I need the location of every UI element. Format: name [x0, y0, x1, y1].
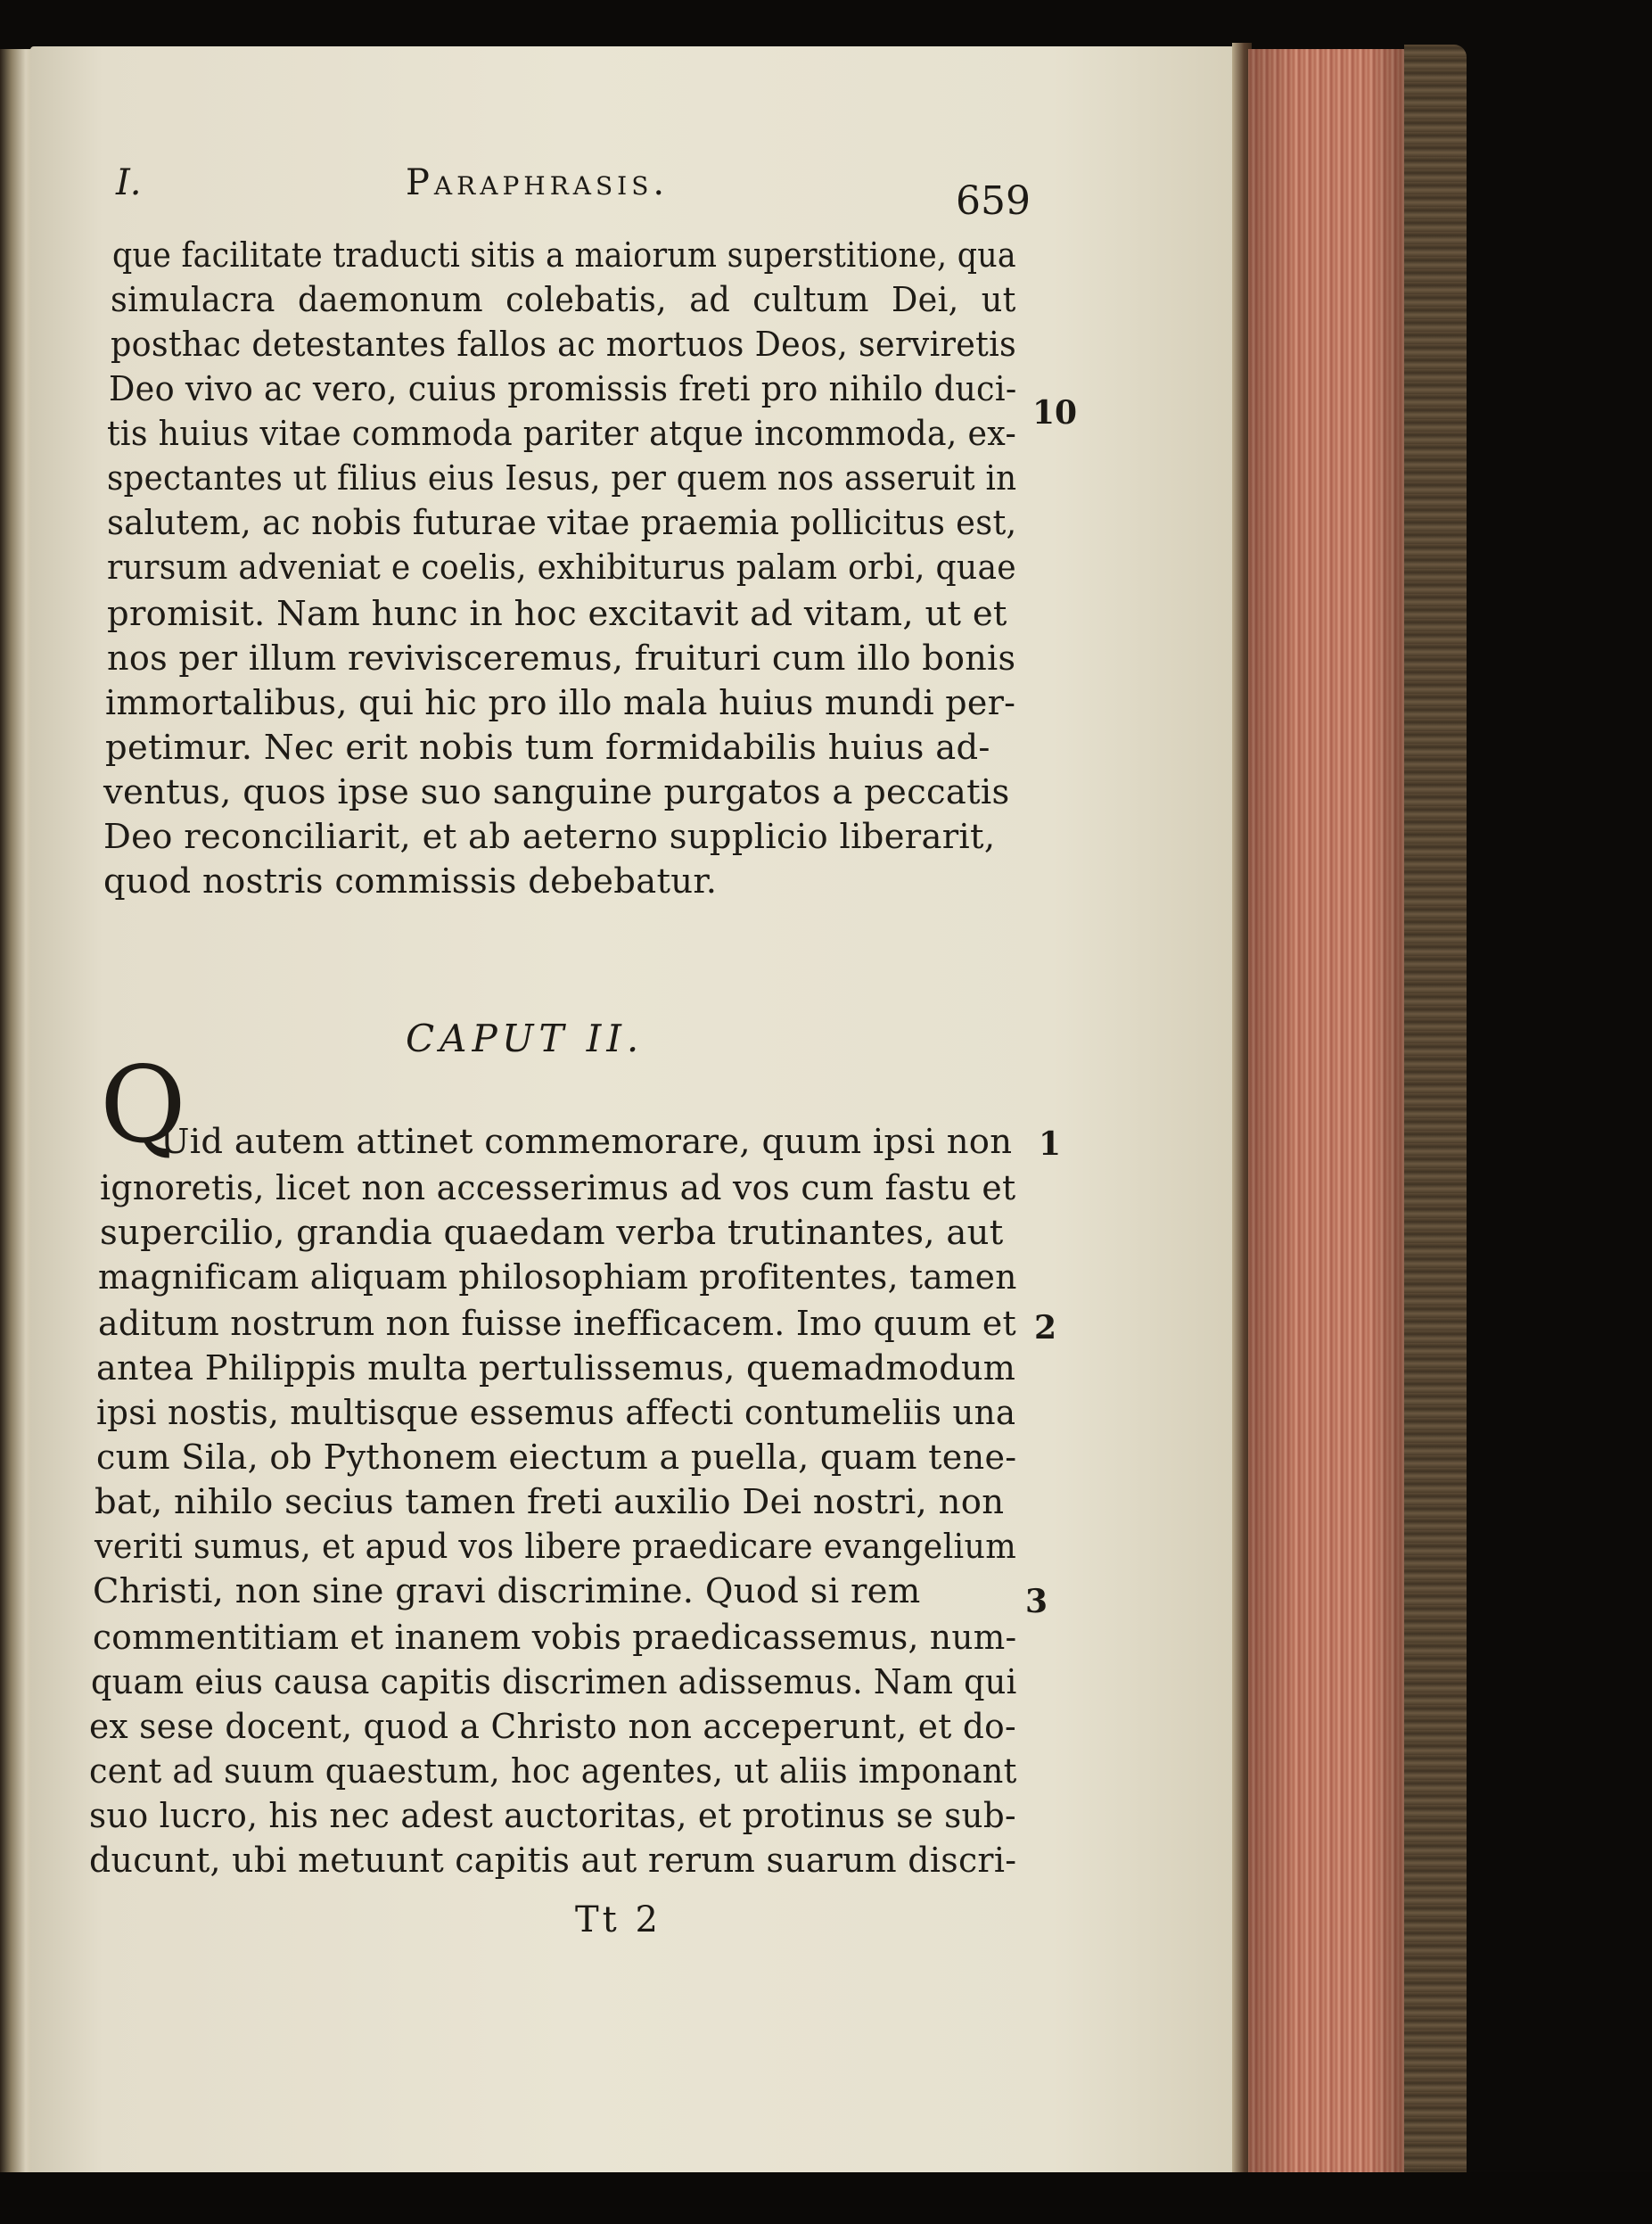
text-line: immortalibus, qui hic pro illo mala huius mundi per-: [105, 683, 1016, 723]
section-mark: I.: [116, 162, 142, 203]
text-line: cum Sila, ob Pythonem eiectum a puella, quam tene-: [96, 1437, 1017, 1478]
text-line: ventus, quos ipse suo sanguine purgatos a peccatis: [103, 772, 1010, 812]
fore-edge-shading: [1248, 49, 1409, 2194]
page-number: 659: [956, 178, 1031, 224]
text-line: antea Philippis multa pertulissemus, quemadmodum: [96, 1348, 1016, 1388]
text-line: suo lucro, his nec adest auctoritas, et protinus se sub-: [89, 1796, 1016, 1836]
text-line: tis huius vitae commoda pariter atque incommoda, ex-: [107, 414, 1017, 454]
margin-line-number: 10: [1032, 394, 1078, 432]
text-line: salutem, ac nobis futurae vitae praemia pollicitus est,: [107, 503, 1017, 543]
text-line: ducunt, ubi metuunt capitis aut rerum suarum discri-: [89, 1841, 1017, 1881]
text-line: veriti sumus, et apud vos libere praedicare evangelium: [95, 1527, 1017, 1567]
text-line: Christi, non sine gravi discrimine. Quod si rem: [93, 1571, 921, 1611]
text-line: bat, nihilo secius tamen freti auxilio Dei nostri, non: [95, 1482, 1005, 1522]
text-line: Deo vivo ac vero, cuius promissis freti pro nihilo duci-: [109, 369, 1017, 409]
margin-verse-number: 1: [1039, 1125, 1062, 1163]
text-line: commentitiam et inanem vobis praedicassemus, num-: [93, 1618, 1017, 1658]
text-line: quod nostris commissis debebatur.: [103, 861, 718, 902]
text-line: Uid autem attinet commemorare, quum ipsi non: [160, 1122, 1013, 1162]
running-title: Paraphrasis.: [406, 162, 670, 203]
drop-cap: Q: [100, 1043, 186, 1166]
text-line: Deo reconciliarit, et ab aeterno supplicio liberarit,: [103, 817, 996, 857]
text-line: ignoretis, licet non accesserimus ad vos cum fastu et: [100, 1168, 1016, 1208]
text-line: simulacra daemonum colebatis, ad cultum Dei, ut: [111, 280, 1016, 320]
left-page-edge: [0, 49, 32, 2176]
text-line: ex sese docent, quod a Christo non acceperunt, et do-: [89, 1707, 1017, 1747]
text-line: petimur. Nec erit nobis tum formidabilis huius ad-: [105, 728, 990, 768]
margin-verse-number: 3: [1025, 1583, 1048, 1620]
background: [0, 2172, 1652, 2224]
text-line: spectantes ut filius eius Iesus, per quem nos asseruit in: [107, 458, 1017, 498]
text-line: ipsi nostis, multisque essemus affecti contumeliis una: [96, 1393, 1016, 1433]
text-line: magnificam aliquam philosophiam profitentes, tamen: [98, 1257, 1017, 1297]
text-line: aditum nostrum non fuisse inefficacem. Imo quum et: [98, 1304, 1017, 1344]
text-line: promisit. Nam hunc in hoc excitavit ad vitam, ut et: [107, 594, 1007, 634]
margin-verse-number: 2: [1034, 1309, 1057, 1347]
text-line: que facilitate traducti sitis a maiorum superstitione, qua: [112, 235, 1016, 276]
book-cover-board: [1404, 45, 1467, 2203]
text-line: rursum adveniat e coelis, exhibiturus palam orbi, quae: [107, 548, 1016, 588]
signature-mark: Tt 2: [575, 1899, 662, 1940]
text-line: quam eius causa capitis discrimen adissemus. Nam qui: [91, 1662, 1017, 1702]
text-line: cent ad suum quaestum, hoc agentes, ut aliis imponant: [89, 1751, 1017, 1792]
text-line: posthac detestantes fallos ac mortuos Deos, serviretis: [111, 325, 1017, 365]
text-line: nos per illum revivisceremus, fruituri cum illo bonis: [107, 638, 1016, 679]
chapter-heading: CAPUT II.: [406, 1017, 645, 1060]
text-line: supercilio, grandia quaedam verba trutinantes, aut: [100, 1213, 1004, 1253]
